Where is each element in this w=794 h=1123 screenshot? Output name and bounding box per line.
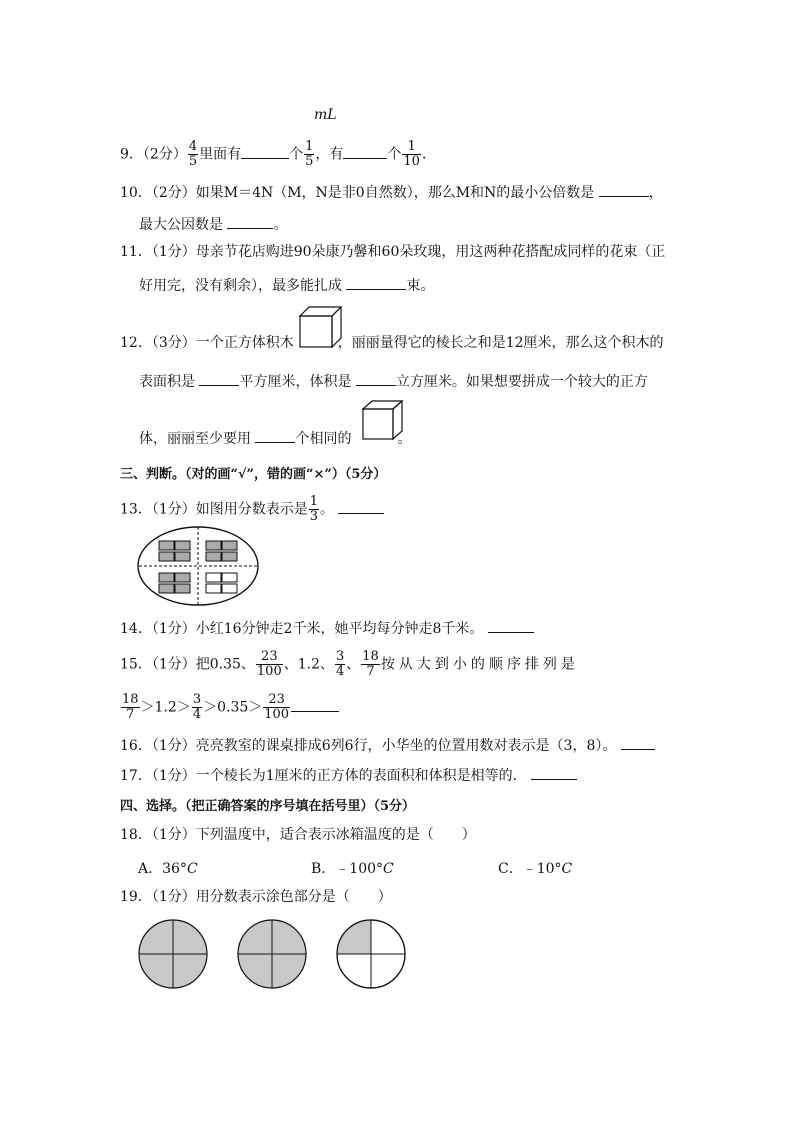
- question-10-line2: 最大公因数是 。: [139, 214, 287, 234]
- question-16: 16．（1分）亮亮教室的课桌排成6列6行，小华坐的位置用数对表示是（3，8）。: [120, 735, 655, 755]
- section-3-heading: 三、判断。（对的画“√”，错的画“×”）（5分）: [120, 467, 387, 482]
- circle-all-shaded: [236, 918, 308, 990]
- question-19: 19．（1分）用分数表示涂色部分是（ ）: [120, 889, 392, 905]
- question-11-line2: 好用完，没有剩余），最多能扎成 束。: [139, 275, 434, 295]
- question-9: 9．（2分） $\frac{4}{5}$ 里面有 个 $\frac{1}{5}$ ，有 个 $\frac{1}{10}$ ．: [120, 139, 436, 169]
- fraction-18-7: $\frac{18}{7}$: [122, 692, 139, 722]
- question-15-line2: $\frac{18}{7}$ ＞1.2＞ $\frac{3}{4}$ ＞0.35＞ $\frac{23}{100}$: [120, 693, 339, 722]
- cube-icon: [299, 306, 343, 348]
- unit-label-ml: mL: [314, 107, 337, 123]
- question-13: 13．（1分）如图用分数表示是 $\frac{1}{3}$ 。: [120, 495, 384, 524]
- answer-blank[interactable]: [255, 428, 295, 443]
- fraction-3-4: $\frac{3}{4}$: [192, 692, 202, 722]
- question-12-line3: 体，丽丽至少要用 个相同的 。: [139, 428, 411, 448]
- option-c[interactable]: C．﹣10°C: [498, 861, 573, 877]
- question-11: 11．（1分）母亲节花店购进90朵康乃馨和60朵玫瑰，用这两种花搭配成同样的花束（正: [120, 244, 666, 260]
- fraction-23-100: $\frac{23}{100}$: [256, 649, 282, 679]
- fraction-1-3: $\frac{1}{3}$: [309, 494, 319, 524]
- answer-blank[interactable]: [356, 371, 396, 386]
- answer-blank[interactable]: [621, 735, 655, 750]
- question-14: 14．（1分）小红16分钟走2千米，她平均每分钟走8千米。: [120, 618, 534, 638]
- option-a[interactable]: A．36°C: [138, 861, 198, 877]
- answer-blank[interactable]: [599, 182, 649, 197]
- fraction-4-5: $\frac{4}{5}$: [188, 139, 198, 169]
- question-12: 12．（3分）一个正方体积木 ，丽丽量得它的棱长之和是12厘米，那么这个积木的: [120, 335, 664, 351]
- answer-blank[interactable]: [338, 499, 384, 514]
- answer-blank[interactable]: [241, 144, 289, 159]
- fraction-23-100: $\frac{23}{100}$: [264, 692, 290, 722]
- answer-blank[interactable]: [199, 371, 239, 386]
- answer-blank[interactable]: [291, 697, 339, 712]
- question-10: 10．（2分）如果M＝4N（M，N是非0自然数），那么M和N的最小公倍数是 ，: [120, 182, 663, 202]
- fraction-1-10: $\frac{1}{10}$: [403, 139, 420, 169]
- cube-icon: [362, 400, 404, 440]
- answer-blank[interactable]: [531, 765, 577, 780]
- answer-blank[interactable]: [346, 275, 406, 290]
- question-17: 17．（1分）一个棱长为1厘米的正方体的表面积和体积是相等的．: [120, 765, 577, 785]
- answer-blank[interactable]: [488, 618, 534, 633]
- question-15: 15．（1分）把0.35、 $\frac{23}{100}$ 、1.2、 $\frac{3}{4}$ 、 $\frac{18}{7}$ 按从大到小的顺序排列是: [120, 649, 579, 679]
- question-18: 18．（1分）下列温度中，适合表示冰箱温度的是（ ）: [120, 827, 476, 843]
- fraction-3-4: $\frac{3}{4}$: [336, 649, 345, 679]
- answer-blank[interactable]: [227, 214, 273, 229]
- question-12-line2: 表面积是 平方厘米，体积是 立方厘米。如果想要拼成一个较大的正方: [139, 371, 648, 391]
- circle-all-shaded: [137, 918, 209, 990]
- answer-blank[interactable]: [343, 144, 387, 159]
- fraction-18-7: $\frac{18}{7}$: [362, 649, 379, 679]
- circle-quarter-shaded: [335, 918, 407, 990]
- option-b[interactable]: B．﹣100°C: [311, 861, 394, 877]
- ellipse-fraction-figure: [136, 525, 260, 607]
- fraction-1-5: $\frac{1}{5}$: [305, 139, 314, 169]
- section-4-heading: 四、选择。（把正确答案的序号填在括号里）（5分）: [120, 799, 416, 814]
